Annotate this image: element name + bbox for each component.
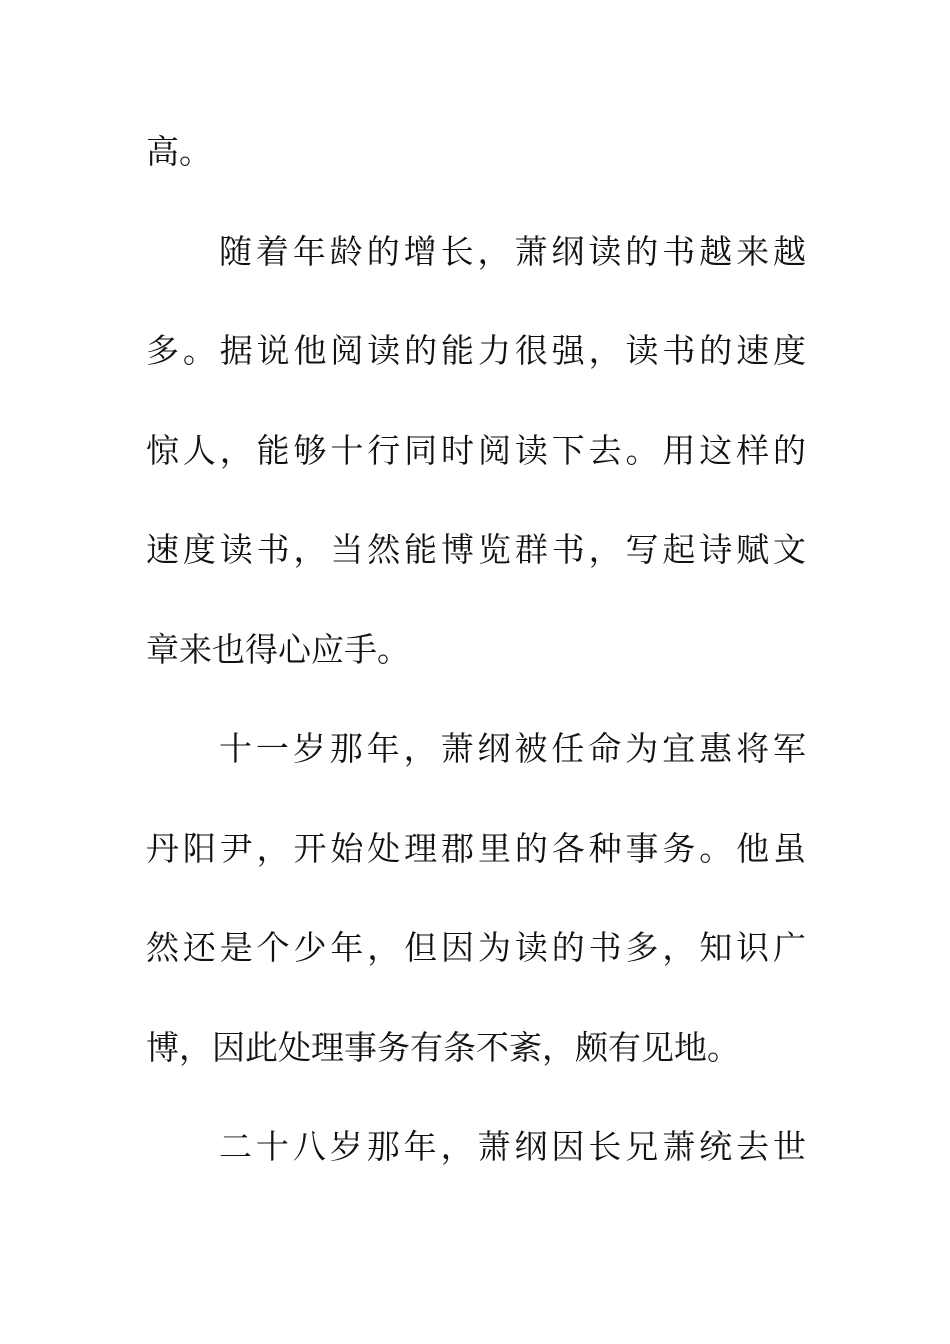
text-line: 速度读书，当然能博览群书，写起诗赋文 [146,530,806,569]
text-line: 章来也得心应手。 [146,629,410,669]
text-line: 丹阳尹，开始处理郡里的各种事务。他虽 [146,828,806,868]
text-line: 然还是个少年，但因为读的书多，知识广 [146,928,806,967]
text-line: 博，因此处理事务有条不紊，颇有见地。 [146,1027,740,1067]
paragraph-first-line: 随着年龄的增长，萧纲读的书越来越 [219,231,806,271]
text-line: 多。据说他阅读的能力很强，读书的速度 [146,331,806,370]
text-line: 高。 [146,132,212,171]
text-line: 惊人，能够十行同时阅读下去。用这样的 [146,430,806,470]
paragraph-first-line: 二十八岁那年，萧纲因长兄萧统去世 [219,1127,806,1166]
paragraph-first-line: 十一岁那年，萧纲被任命为宜惠将军 [219,729,806,768]
body-text [146,119,806,1214]
